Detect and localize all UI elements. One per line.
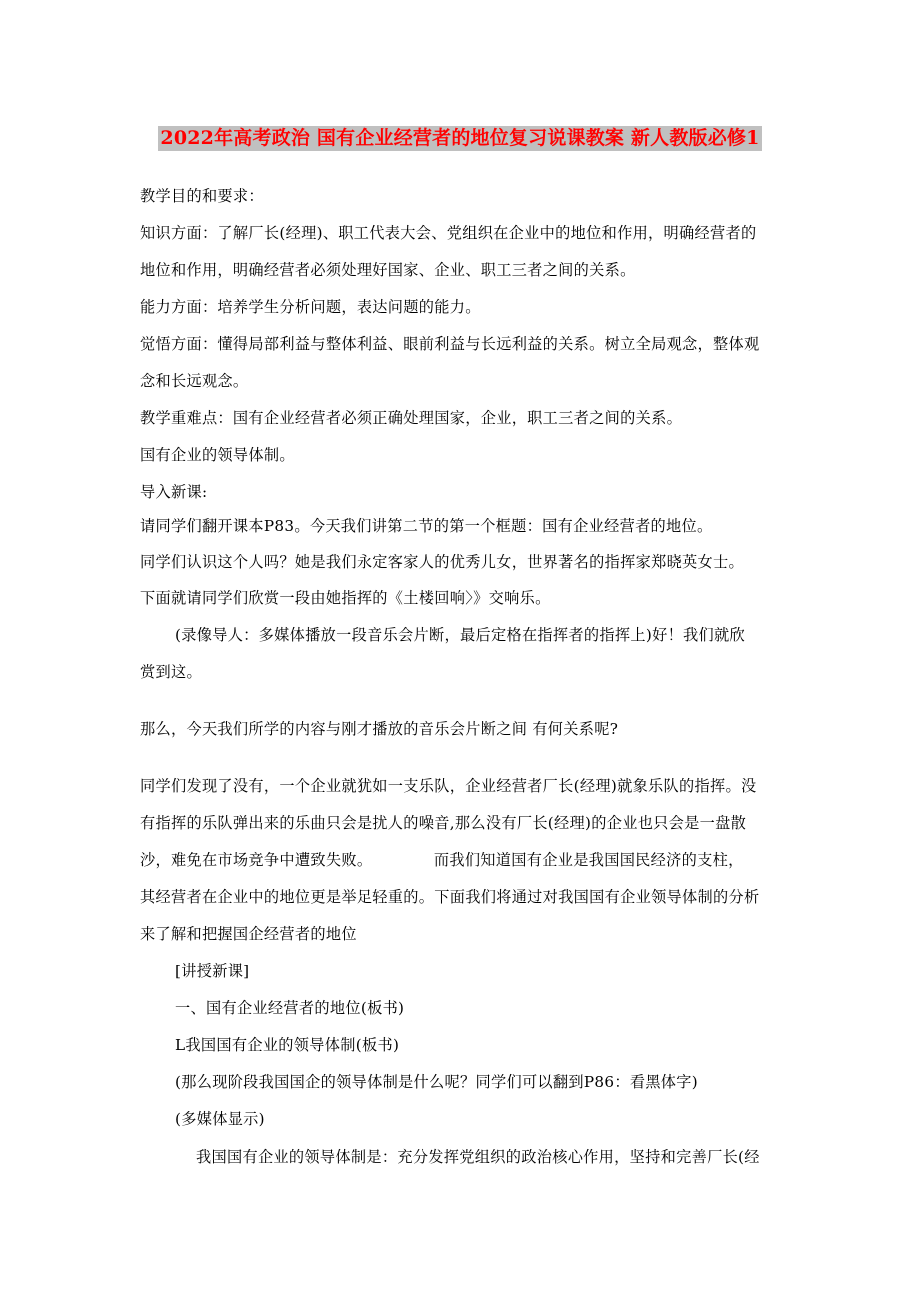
paragraph-line: 一、国有企业经营者的地位(板书) <box>175 999 405 1017</box>
paragraph-line: 来了解和把握国企经营者的地位 <box>140 925 357 943</box>
paragraph-line: 教学重难点：国有企业经营者必须正确处理国家，企业，职工三者之间的关系。 <box>140 409 683 427</box>
paragraph-line: 知识方面：了解厂长(经理)、职工代表大会、党组织在企业中的地位和作用，明确经营者的 <box>140 224 757 242</box>
title-container <box>0 126 920 151</box>
paragraph-line: 那么，今天我们所学的内容与刚才播放的音乐会片断之间 有何关系呢? <box>140 720 619 738</box>
paragraph-line: 我国国有企业的领导体制是：充分发挥党组织的政治核心作用，坚持和完善厂长(经 <box>196 1148 760 1166</box>
paragraph-line: 下面就请同学们欣赏一段由她指挥的《土楼回响〉》交响乐。 <box>140 589 551 607</box>
paragraph-line: 念和长远观念。 <box>140 372 249 390</box>
paragraph-line: 同学们发现了没有，一个企业就犹如一支乐队，企业经营者厂长(经理)就象乐队的指挥。没 <box>140 777 757 795</box>
paragraph-line: (录像导人：多媒体播放一段音乐会片断，最后定格在指挥者的指挥上)好！我们就欣 <box>175 626 745 644</box>
paragraph-line: [讲授新课] <box>175 962 250 980</box>
paragraph-line: 导入新课: <box>140 483 208 501</box>
paragraph-line: (多媒体显示) <box>175 1110 265 1128</box>
document-title: 2022年高考政治 国有企业经营者的地位复习说课教案 新人教版必修1 <box>160 127 760 149</box>
paragraph-line: 其经营者在企业中的地位更是举足轻重的。下面我们将通过对我国国有企业领导体制的分析 <box>140 888 760 906</box>
paragraph-line: 沙，难免在市场竞争中遭致失败。 而我们知道国有企业是我国国民经济的支柱， <box>140 851 744 869</box>
paragraph-line: 有指挥的乐队弹出来的乐曲只会是扰人的噪音,那么没有厂长(经理)的企业也只会是一盘散 <box>140 814 747 832</box>
paragraph-line: 国有企业的领导体制。 <box>140 446 295 464</box>
paragraph-line: 赏到这。 <box>140 663 202 681</box>
paragraph-line: 请同学们翻开课本P83。今天我们讲第二节的第一个框题：国有企业经营者的地位。 <box>140 517 713 535</box>
paragraph-line: L我国国有企业的领导体制(板书) <box>175 1036 400 1054</box>
paragraph-line: 地位和作用，明确经营者必须处理好国家、企业、职工三者之间的关系。 <box>140 261 636 279</box>
paragraph-line: 教学目的和要求： <box>140 187 264 205</box>
paragraph-line: 同学们认识这个人吗？她是我们永定客家人的优秀儿女，世界著名的指挥家郑晓英女士。 <box>140 553 745 571</box>
paragraph-line: (那么现阶段我国国企的领导体制是什么呢？同学们可以翻到P86：看黑体字) <box>175 1073 699 1091</box>
paragraph-line: 觉悟方面：懂得局部利益与整体利益、眼前利益与长远利益的关系。树立全局观念，整体观 <box>140 335 760 353</box>
paragraph-line: 能力方面：培养学生分析问题，表达问题的能力。 <box>140 298 481 316</box>
